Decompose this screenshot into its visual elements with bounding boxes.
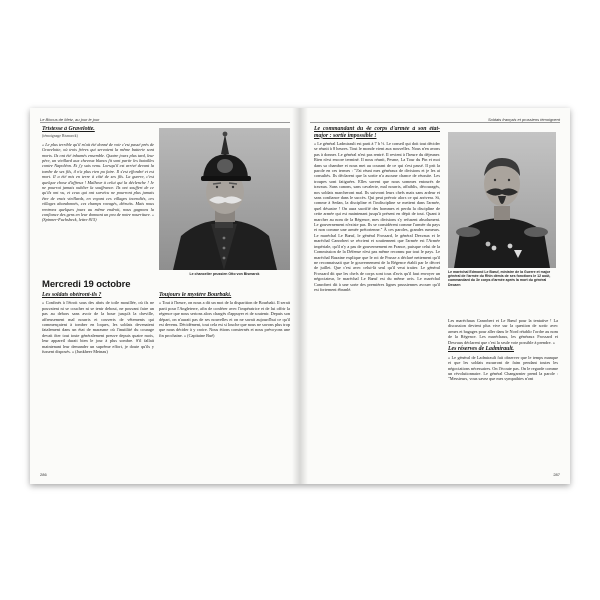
right-column-main [314,126,440,466]
date-heading: Mercredi 19 octobre [42,279,131,290]
running-head-right: Soldats français et prussiens témoignent [487,117,560,122]
page-number-left: 286 [40,472,47,477]
page-gutter-shadow [292,108,308,484]
body-paragraph: « Le général de Ladmirault fait observer que le temps manque et que les soldats mourront de faim pendant toutes les négociations nécessaires. On l'écoute pas. On le regarde comme un révolutionnaire. Le général Changarnier prend la parole : "Messieurs, vous savez que mes sympathies n'ont [448,354,558,382]
body-paragraph: « Tout à l'heure, on nous a dit un mot de la disparition de Bourbaki. Il serait parti pour l'Angleterre, afin de conférer avec l'impératrice et de lui offrir la régence que nous serions alors chargés d'appuyer et de soutenir. Depuis son départ, on n'aurait pas de ses nouvelles et on ne savait aujourd'hui ce qu'il est devenu. Décidément, tout cela est si louche que nous ne savons plus trop que nous décider à y croire. Nous étions consternés et nous prévoyons une fin prochaine. » (Capitaine Bué) [159,300,290,338]
header-rule-left [40,122,290,123]
section-title: Tristesse à Gravelotte. [42,126,95,132]
book-spread [30,108,570,484]
left-page [30,108,300,484]
header-rule-right [310,122,560,123]
photo-caption-bismarck: Le chancelier prussien Otto von Bismarck [189,272,260,276]
section-title: Les réserves de Ladmirault. [448,346,515,353]
photo-caption-le-boeuf: Le maréchal Edmond Le Bœuf, ministre de la Guerre et major général de l'armée du Rhin démis de ses fonctions le 12 août, commandant du 3e corps d'armée après la mort du général Decaen [448,270,551,287]
attribution: (témoignage Bismarck) [42,134,78,139]
section-title: Les soldats obéiront-ils ? [42,292,102,298]
photo-le-boeuf [448,132,556,268]
left-column-bottom [42,292,154,464]
le-boeuf-portrait-image [448,132,556,268]
body-paragraph: Les maréchaux Canrobert et Le Bœuf pour la tentative ! La discussion devient plus vive sur la question de sortir avec armes et bagages pour aller dans le Nord rétablir l'ordre au nom de la Régence. Les maréchaux, les généraux Frossard et Desvaux déclarent que c'est la seule voie possible à prendre. » [448,318,558,345]
left-column-top [42,126,154,276]
photo-bismarck [159,128,290,270]
page-number-right: 287 [553,472,560,477]
section-title: Le commandant du 4e corps d'armée à son état-major : sortie impossible ! [314,126,440,139]
right-column-side [448,318,558,466]
body-paragraph: « Le plus terrible qu'il m'ait été donné de voir c'est passé près de Gravelotte, où trois frères qui servaient la même batterie sont morts. Ils ont été inhumés ensemble. Quatre jours plus tard, leur père, un vieillard aux cheveux blancs fit sont partir les batailles contre Napoléon. Et j'y suis venu. Lorsqu'il est arrivé devant la tombe de ses fils, il n'a plus rien pu faire. Il s'est effondré et est mort. Il a été mis en terre à côté de ses fils. La guerre, c'est quelque chose d'affreux ! Malheur à celui qui la déclenche ! Je ne pourrai jamais oublier la souffrance. Ils ont souffert de ce qu'ils ont vu, et ceux qui ont survécu ne pourront plus jamais être de vrais vieillards, en voyant ces villages incendiés, ces villages abandonnés, ces champs ravagés, détruits. Mais nous rentrons quelques jours au même endroit, nous gagnons la confiance des gens en leur donnant un peu de notre nourriture. » (Spinner-Fuchsbeck, lettre 815) [42,141,154,223]
running-head-left: Le Blocus de Metz, au jour le jour [40,117,100,122]
left-column-bottom-right [159,292,290,464]
body-paragraph: « Confinés à l'étroit sous des abris de toile mouillée, où ils ne pouvaient ni se coucher ni se tenir debout, ne pouvant faire un pas au dehors sans avoir de la boue jusqu'à la cheville, affreusement mal nourris et couverts de vêtements qui commençaient à tomber en loques, les soldats devenaient fatalement dans un état de marasme où l'inutilité du courage devait ôter tout toute généralement preuve depuis quatre mois, leur appareil durait bien le jour à plus sombre. S'il fallait maintenant leur demander un suprême effort, je doute qu'ils y fussent disposés. » (Junkheer Meinau) [42,300,154,355]
bismarck-portrait-image [159,128,290,270]
body-paragraph: « Le général Ladmirault est parti à 7 h ½. Le conseil qui doit tout décider se réunit à 8 heures. Tout le monde vient aux nouvelles. Nous n'en avons pas à donner. Le général n'est pas rentré. Il revient à l'heure du déjeuner. Rien n'est encore terminé. Il nous réunit, Pesme, La Tour du Pin et moi dans sa chambre et nous met au courant de ce qui s'est passé. Il prit la parole en ces termes : "J'ai réuni mes généraux de divisions et je les ai consultés. Ils déclarent que la sortie n'a aucune chance de réussite. Les troupes sont fatiguées. Elles savent que nous sommes entourés de travaux. Sans canons, sans cavalerie, mal nourris, affaiblis, découragés, nos soldats marcheront mal. Ils suivront leurs chefs mais sans ardeur et sans confiance dans le succès. Qui peut prévoir alors ce qui arrivera. Si, comme à Sedan, la discipline et l'indiscipline se mettent dans l'armée, quel désastre ! On aura sacrifié des hommes et perdu la discipline de cette armée qui est maintenant jusqu'à présent en dépit de tout. Quant à marcher au nom de la Régence, mes divisions s'y refusent absolument. Le gouvernement n'existe pas. Ils se considèrent comme l'armée du pays et non comme une armée prétorienne." À ces paroles, grandes rumeurs. Le maréchal Le Bœuf, le général Frossard, le général Desvaux et le maréchal Canrobert se récrient et soutiennent que l'armée est l'Armée impériale, qu'il n'y a pas de gouvernement en France, puisque celui de la Commission de la Défense n'est pas même reconnu par tout le pays. Le maréchal Bazaine explique que le roi de Prusse a déclaré nettement qu'il ne reconnaissait que le gouvernement de la Régence établi par le décret de juillet. Que c'est avec celui-là seul qu'il veut traiter. Le général Frossard dit que les chefs de corps sont tous d'avis qu'il faut envoyer un négociateur, le maréchal Le Bœuf est du même avis. Le maréchal Canrobert dit à une sorte des premières lignes prussiennes avouer qu'il est fortement ébranlé. [314,140,440,292]
section-title: Toujours le mystère Bourbaki. [159,292,232,298]
right-page [300,108,570,484]
